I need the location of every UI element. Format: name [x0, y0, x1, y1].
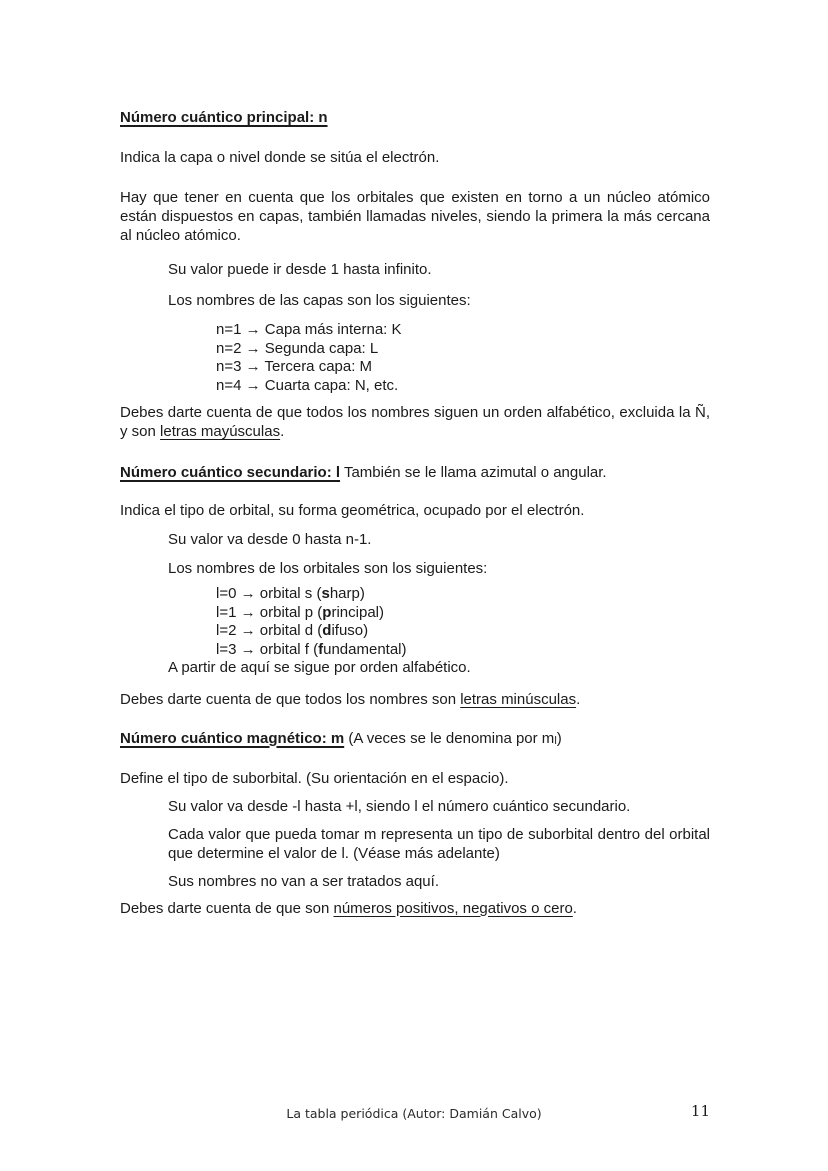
para-secundario-orden: A partir de aquí se sigue por orden alfabético.	[168, 659, 471, 676]
para-principal-valor: Su valor puede ir desde 1 hasta infinito.	[168, 261, 432, 278]
orbital-d-post: ifuso)	[331, 622, 369, 639]
list-orbitales	[120, 585, 710, 659]
note-magnetico-text: Debes darte cuenta de que son	[120, 899, 334, 917]
footer-title: La tabla periódica (Autor: Damián Calvo)	[286, 1106, 542, 1121]
para-magnetico-valor: Su valor va desde -l hasta +l, siendo l el número cuántico secundario.	[168, 797, 631, 815]
document-content	[120, 108, 710, 918]
heading-magnetico-rest: (A veces se le denomina por m	[344, 729, 555, 747]
para-magnetico-intro: Define el tipo de suborbital. (Su orientación en el espacio).	[120, 769, 509, 787]
orbital-s-pre: l=0 → orbital s (	[216, 585, 322, 602]
list-item-capa-l: n=2 → Segunda capa: L	[216, 339, 379, 357]
note-magnetico-underlined: números positivos, negativos o cero	[333, 899, 573, 917]
heading-magnetico-close-paren: )	[556, 729, 562, 747]
para-secundario-intro: Indica el tipo de orbital, su forma geométrica, ocupado por el electrón.	[120, 502, 585, 519]
page-number: 11	[690, 1102, 710, 1120]
orbital-f-pre: l=3 → orbital f (	[216, 640, 319, 658]
orbital-d-pre: l=2 → orbital d (	[216, 622, 323, 639]
note-secundario-period: .	[576, 690, 581, 708]
heading-magnetico-subscript: l	[554, 734, 557, 747]
orbital-p-bold: p	[322, 603, 332, 621]
note-principal-period: .	[280, 423, 285, 440]
list-item-capa-n: n=4 → Cuarta capa: N, etc.	[216, 376, 399, 394]
section-principal-heading	[120, 108, 710, 127]
para-secundario-valor: Su valor va desde 0 hasta n-1.	[168, 531, 372, 548]
orbital-f-bold: f	[318, 640, 324, 658]
orbital-p-pre: l=1 → orbital p (	[216, 603, 323, 621]
orbital-f-post: undamental)	[323, 640, 407, 658]
note-secundario	[120, 690, 710, 709]
note-principal-underlined: letras mayúsculas	[160, 423, 281, 440]
list-item-orbital-d	[216, 622, 710, 641]
para-principal-capas: Hay que tener en cuenta que los orbitales que existen en torno a un núcleo atómico están dispuestos en capas, también llamadas niveles, siendo la primera la más cercana al núcleo atómico.	[120, 189, 710, 244]
list-item-orbital-p	[216, 604, 710, 623]
orbital-d-bold: d	[322, 622, 332, 639]
list-capas	[120, 321, 710, 395]
list-item-orbital-s	[216, 585, 710, 604]
note-secundario-text: Debes darte cuenta de que todos los nombres son	[120, 690, 461, 708]
list-item-capa-m: n=3 → Tercera capa: M	[216, 358, 373, 375]
list-item-orbital-f	[216, 641, 710, 660]
heading-secundario: Número cuántico secundario: l	[120, 464, 341, 481]
note-magnetico	[120, 899, 710, 918]
section-secundario-heading	[120, 463, 710, 482]
para-magnetico-cada-valor: Cada valor que pueda tomar m representa un tipo de suborbital dentro del orbital que determine el valor de l. (Véase más adelante)	[168, 825, 710, 862]
orbital-p-post: rincipal)	[331, 603, 384, 621]
note-magnetico-period: .	[572, 899, 577, 917]
note-secundario-underlined: letras minúsculas	[460, 690, 577, 708]
heading-principal: Número cuántico principal: n	[120, 109, 328, 126]
heading-secundario-rest: También se le llama azimutal o angular.	[340, 464, 607, 481]
heading-magnetico: Número cuántico magnético: m	[120, 729, 345, 747]
para-secundario-nombres: Los nombres de los orbitales son los siguientes:	[168, 560, 488, 577]
list-item-capa-k: n=1 → Capa más interna: K	[216, 321, 402, 338]
section-magnetico-heading	[120, 729, 710, 751]
para-magnetico-nombres: Sus nombres no van a ser tratados aquí.	[168, 872, 439, 890]
note-principal-text: Debes darte cuenta de que todos los nombres siguen un orden alfabético, excluida la Ñ, y son	[120, 404, 710, 440]
para-principal-intro: Indica la capa o nivel donde se sitúa el electrón.	[120, 149, 440, 166]
orbital-s-post: harp)	[329, 585, 365, 602]
orbital-s-bold: s	[321, 585, 330, 602]
para-principal-nombres: Los nombres de las capas son los siguientes:	[168, 292, 471, 309]
note-principal	[120, 403, 710, 441]
